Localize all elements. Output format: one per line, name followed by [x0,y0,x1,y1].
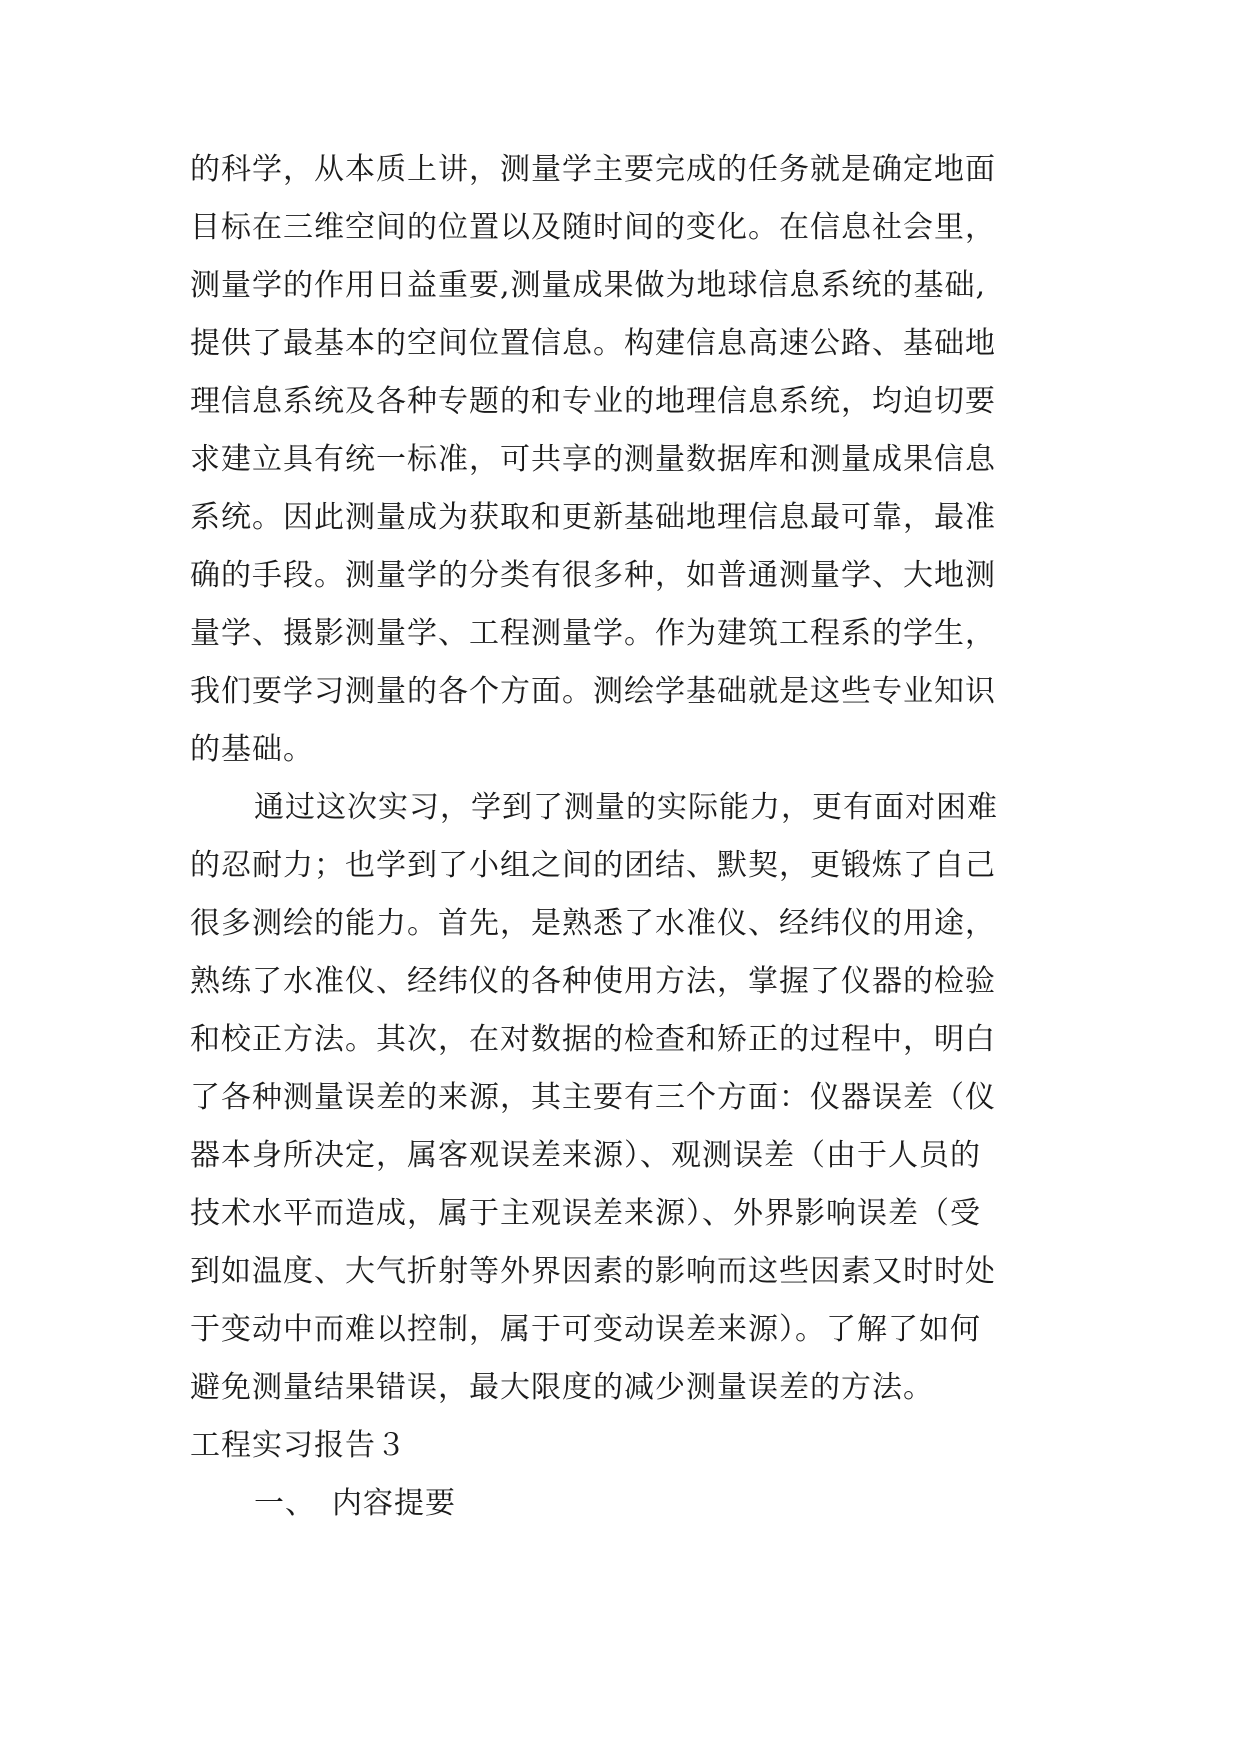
text-line: 我们要学习测量的各个方面。测绘学基础就是这些专业知识 [190,674,996,709]
text-line: 的忍耐力；也学到了小组之间的团结、默契，更锻炼了自己 [190,848,996,883]
text-line: 了各种测量误差的来源，其主要有三个方面：仪器误差（仪 [190,1080,996,1115]
text-line: 确的手段。测量学的分类有很多种，如普通测量学、大地测 [190,558,996,593]
text-line: 理信息系统及各种专题的和专业的地理信息系统，均迫切要 [190,384,996,419]
text-line: 于变动中而难以控制，属于可变动误差来源）。了解了如何 [190,1312,981,1347]
text-line: 技术水平而造成，属于主观误差来源）、外界影响误差（受 [190,1196,981,1231]
text-line: 求建立具有统一标准，可共享的测量数据库和测量成果信息 [190,442,996,477]
text-line: 的基础。 [190,732,314,767]
text-line: 提供了最基本的空间位置信息。构建信息高速公路、基础地 [190,326,996,361]
section-title: 工程实习报告３ [190,1428,407,1463]
text-line: 器本身所决定，属客观误差来源）、观测误差（由于人员的 [190,1138,981,1173]
text-line: 熟练了水准仪、经纬仪的各种使用方法，掌握了仪器的检验 [190,964,996,999]
text-line: 和校正方法。其次，在对数据的检查和矫正的过程中，明白 [190,1022,996,1057]
text-line: 到如温度、大气折射等外界因素的影响而这些因素又时时处 [190,1254,996,1289]
text-line: 目标在三维空间的位置以及随时间的变化。在信息社会里， [190,210,996,245]
subsection-title: 一、 内容提要 [254,1486,456,1521]
text-line: 测量学的作用日益重要,测量成果做为地球信息系统的基础, [190,268,987,303]
text-line: 通过这次实习，学到了测量的实际能力，更有面对困难 [254,790,998,825]
text-line: 系统。因此测量成为获取和更新基础地理信息最可靠，最准 [190,500,996,535]
text-line: 的科学，从本质上讲，测量学主要完成的任务就是确定地面 [190,152,996,187]
text-line: 避免测量结果错误，最大限度的减少测量误差的方法。 [190,1370,934,1405]
text-line: 很多测绘的能力。首先，是熟悉了水准仪、经纬仪的用途， [190,906,996,941]
text-line: 量学、摄影测量学、工程测量学。作为建筑工程系的学生， [190,616,996,651]
